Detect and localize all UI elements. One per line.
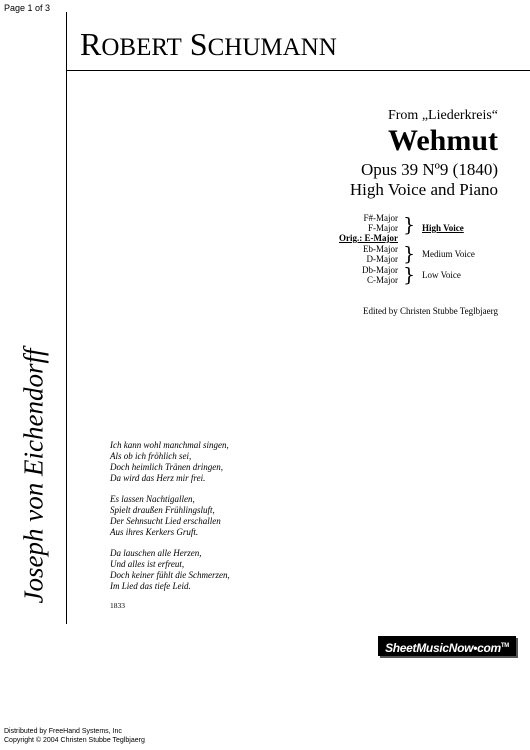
brace-icon: } — [403, 264, 416, 286]
poem-line: Doch keiner fühlt die Schmerzen, — [110, 570, 230, 580]
logo-trademark: TM — [500, 643, 509, 649]
poem-line: Im Lied das tiefe Leid. — [110, 581, 191, 591]
composer-name — [80, 26, 337, 63]
poem-line: Spielt draußen Frühlingsluft, — [110, 505, 215, 515]
vertical-rule — [66, 12, 67, 624]
poem-line: Ich kann wohl manchmal singen, — [110, 440, 229, 450]
poem-line: Es lassen Nachtigallen, — [110, 494, 195, 504]
poem-line: Aus ihres Kerkers Gruft. — [110, 527, 199, 537]
key-option: F-Major — [368, 223, 398, 233]
opus-number: Opus 39 Nº9 (1840) — [360, 160, 498, 179]
key-option: Eb-Major — [363, 244, 398, 254]
key-option-original: Orig.: E-Major — [339, 233, 398, 243]
poem-line: Als ob ich fröhlich sei, — [110, 451, 192, 461]
key-option: C-Major — [367, 275, 398, 285]
poet-name: Joseph von Eichendorff — [18, 348, 49, 604]
sheetmusicnow-logo[interactable] — [378, 636, 516, 656]
page-indicator: Page 1 of 3 — [4, 3, 51, 13]
poem-stanza — [110, 440, 230, 484]
voice-range-medium: Medium Voice — [422, 249, 475, 259]
voicing: High Voice and Piano — [349, 180, 498, 199]
brace-icon: } — [403, 214, 416, 236]
composer-last-rest: CHUMANN — [207, 34, 337, 61]
key-option: Db-Major — [362, 265, 398, 275]
copyright-line: Copyright © 2004 Christen Stubbe Teglbjaerg — [4, 737, 145, 744]
voice-range-high: High Voice — [422, 223, 464, 233]
horizontal-rule — [66, 70, 530, 71]
logo-text: SheetMusicNow•com — [385, 641, 501, 655]
poem-line: Doch heimlich Tränen dringen, — [110, 462, 223, 472]
poem-year: 1833 — [110, 601, 125, 610]
poem-line: Der Sehnsucht Lied erschallen — [110, 516, 221, 526]
poem-text — [110, 440, 230, 602]
poem-line: Da wird das Herz mir frei. — [110, 473, 206, 483]
from-cycle: From „Liederkreis“ — [387, 108, 498, 123]
poem-stanza — [110, 548, 230, 592]
key-option: F#-Major — [363, 213, 398, 223]
composer-first-rest: OBERT — [101, 34, 182, 61]
key-options — [339, 213, 520, 286]
poem-line: Da lauschen alle Herzen, — [110, 548, 202, 558]
song-title: Wehmut — [387, 124, 498, 157]
brace-icon: } — [403, 243, 416, 265]
editor-credit: Edited by Christen Stubbe Teglbjaerg — [362, 306, 498, 316]
poet-label — [18, 336, 50, 616]
voice-range-low: Low Voice — [422, 270, 461, 280]
key-option: D-Major — [366, 254, 398, 264]
poem-stanza — [110, 494, 230, 538]
composer-first-initial: R — [80, 26, 102, 62]
composer-last-initial: S — [189, 26, 208, 62]
distributor-line: Distributed by FreeHand Systems, Inc — [4, 728, 122, 735]
poem-line: Und alles ist erfreut, — [110, 559, 185, 569]
